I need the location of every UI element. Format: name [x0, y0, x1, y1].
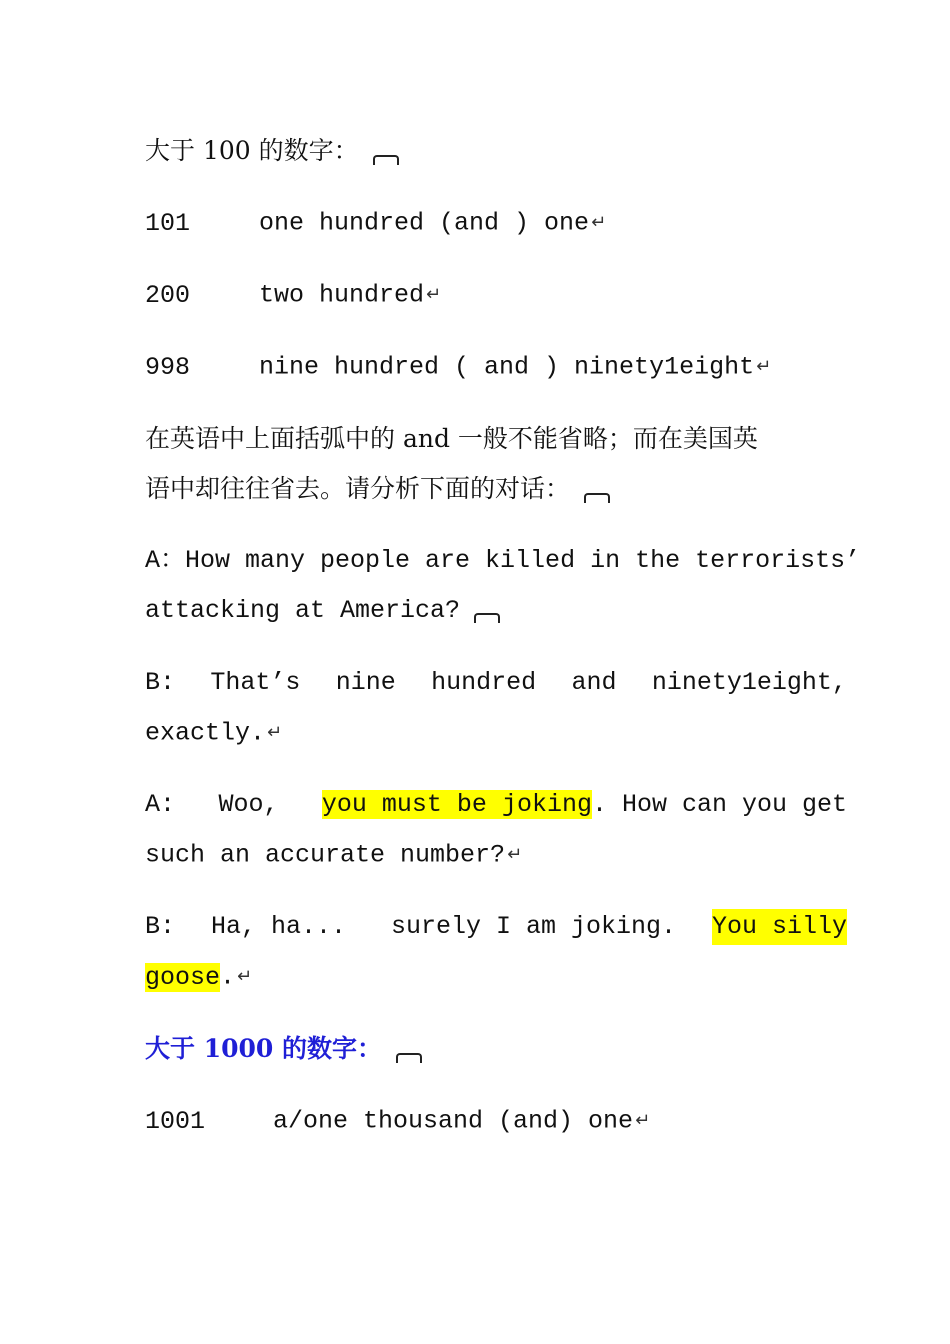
number-value: 1001: [145, 1106, 206, 1136]
highlighted-text: You silly: [712, 909, 847, 945]
number-value: 200: [145, 280, 191, 310]
dialog-word: nine: [335, 668, 396, 697]
dialog-b2-line-1: [145, 909, 847, 945]
note-line-2-text: 语中却往往省去。请分析下面的对话：: [145, 474, 571, 503]
number-value: 101: [145, 208, 191, 238]
number-row: [145, 205, 606, 242]
dialog-highlight-phrase: [322, 787, 847, 823]
dialog-word: and: [571, 668, 617, 697]
paragraph-mark-icon: [584, 493, 610, 503]
highlighted-text: goose: [145, 962, 221, 992]
dialog-word: Woo,: [218, 790, 279, 819]
number-words: nine hundred ( and ) ninety1eight: [259, 352, 755, 382]
dialog-speaker: A:: [145, 790, 176, 819]
number-words: a/one thousand (and) one: [273, 1106, 634, 1136]
number-words: two hundred: [259, 280, 425, 310]
line-end-icon: ↵: [635, 1110, 651, 1131]
line-end-icon: ↵: [426, 284, 442, 305]
paragraph-mark-icon: [373, 155, 399, 165]
note-line-2: [145, 471, 610, 507]
paragraph-mark-icon: [474, 613, 500, 623]
line-end-icon: ↵: [507, 844, 523, 865]
dialog-a2-line-2: [145, 837, 522, 874]
line-end-icon: ↵: [237, 966, 253, 987]
dialog-text: .: [220, 962, 236, 992]
heading-over-1000: [145, 1031, 422, 1067]
dialog-text: . How can you get: [591, 790, 847, 819]
number-words: one hundred (and ) one: [259, 208, 590, 238]
line-end-icon: ↵: [267, 722, 283, 743]
dialog-a1-line-2-text: attacking at America?: [145, 596, 461, 625]
dialog-a2-line-1: [145, 787, 847, 823]
highlighted-text: you must be joking: [321, 790, 592, 819]
number-row: [145, 277, 441, 314]
heading-over-100: [145, 133, 399, 169]
dialog-b1-line-1: [145, 665, 847, 701]
number-row: [145, 1103, 650, 1140]
dialog-speaker: B:: [145, 668, 176, 697]
dialog-word: ninety1eight,: [651, 668, 847, 697]
dialog-word: hundred: [431, 668, 537, 697]
dialog-speaker: B:: [145, 912, 176, 941]
dialog-text: Ha, ha... surely I am joking.: [210, 912, 677, 941]
dialog-word: That’s: [210, 668, 301, 697]
dialog-b1-line-2-text: exactly.: [145, 718, 266, 748]
line-end-icon: ↵: [756, 356, 772, 377]
dialog-b1-line-2: [145, 715, 282, 752]
dialog-a1-line-2: [145, 593, 500, 629]
paragraph-mark-icon: [396, 1053, 422, 1063]
number-value: 998: [145, 352, 191, 382]
heading-over-1000-text: 大于 1000 的数字：: [145, 1034, 382, 1063]
dialog-a2-line-2-text: such an accurate number?: [145, 840, 506, 870]
number-row: [145, 349, 771, 386]
note-line-1: 在英语中上面括弧中的 and 一般不能省略；而在美国英: [145, 424, 758, 453]
dialog-b2-line-2: [145, 959, 252, 996]
heading-over-100-text: 大于 100 的数字：: [145, 136, 359, 165]
line-end-icon: ↵: [591, 212, 607, 233]
dialog-a1-line-1: A：How many people are killed in the terrorists’: [145, 546, 861, 575]
